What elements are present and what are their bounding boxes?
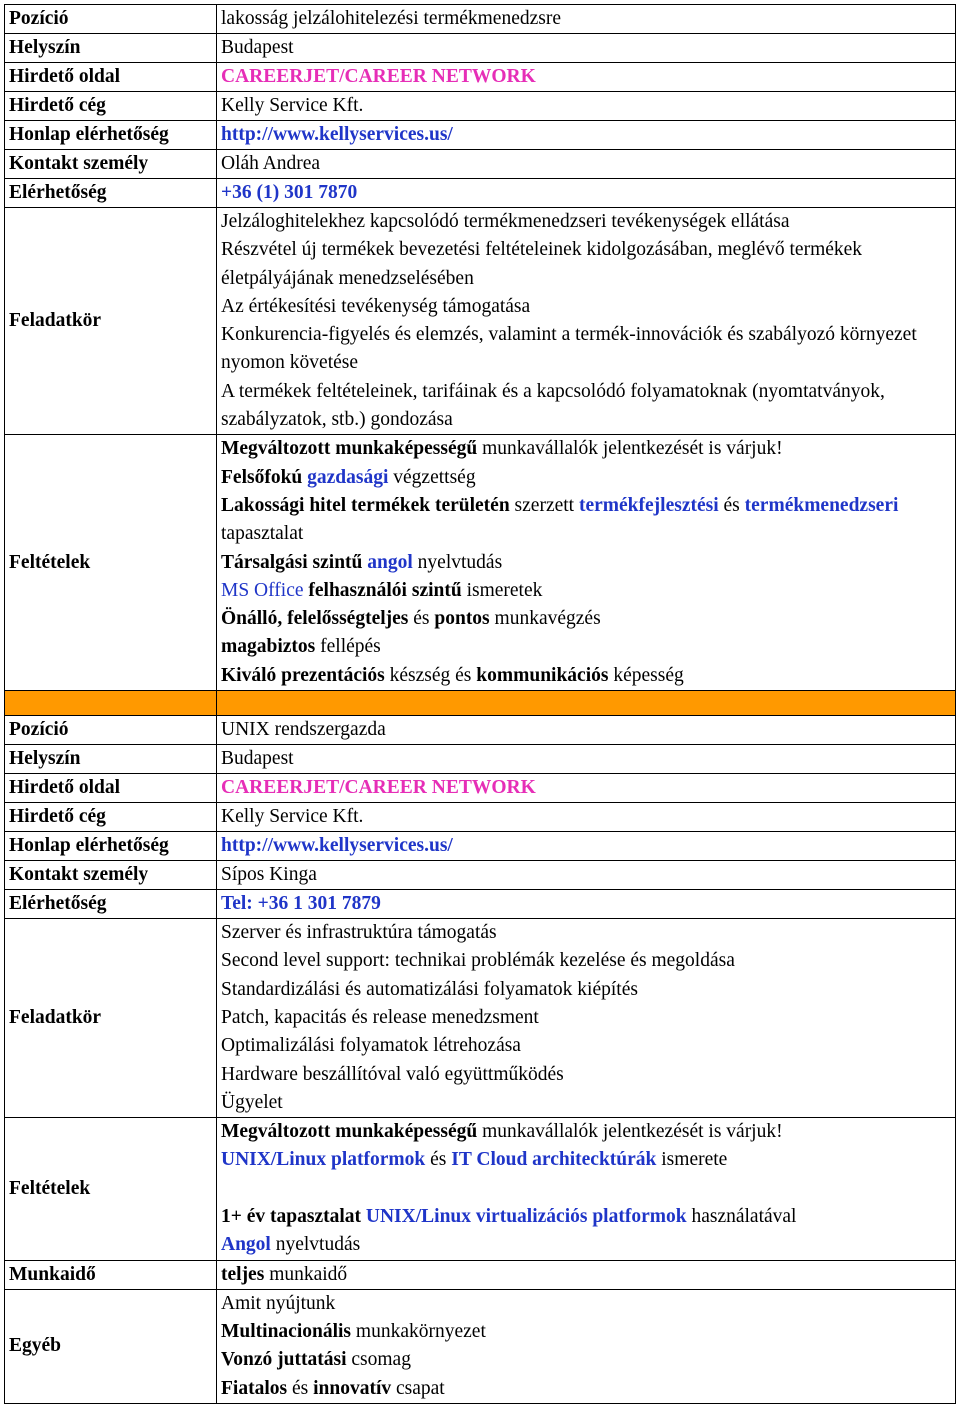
job1-feladat-item: Részvétel új termékek bevezetési feltételeinek kidolgozásában, meglévő termékek életpályájának menedzselésében <box>221 239 863 289</box>
job1-helyszin: Budapest <box>217 34 956 63</box>
text-segment: nyelvtudás <box>412 551 503 573</box>
job1-feltetel-item <box>221 492 951 549</box>
job2-feladat-item: Second level support: technikai problémák kezelése és megoldása <box>221 950 735 972</box>
text-segment: és <box>287 1377 314 1399</box>
job1-feladatkor <box>217 208 956 435</box>
text-segment: IT Cloud architecktúrák <box>451 1149 657 1171</box>
separator-row <box>5 691 956 716</box>
job2-egyeb-item <box>221 1346 951 1374</box>
job2-feladat-item: Szerver és infrastruktúra támogatás <box>221 922 497 944</box>
job2-feladat-item: Standardizálási és automatizálási folyamatok kiépítés <box>221 978 638 1000</box>
text-segment: fellépés <box>315 636 381 658</box>
text-segment: Lakossági hitel termékek területén <box>221 494 510 516</box>
text-segment: Önálló, felelősségteljes <box>221 608 409 630</box>
text-segment: Társalgási szintű <box>221 551 363 573</box>
text-segment: Megváltozott munkaképességű <box>221 438 478 460</box>
label-feladatkor: Feladatkör <box>5 208 217 435</box>
text-segment: szerzett <box>509 494 579 516</box>
text-segment: UNIX/Linux platformok <box>221 1149 426 1171</box>
job2-feladat-item: Ügyelet <box>221 1091 283 1113</box>
label-munkaido: Munkaidő <box>5 1260 217 1289</box>
job1-feltetel-item <box>221 549 951 577</box>
text-segment: végzettség <box>388 466 476 488</box>
job1-feltetelek <box>217 435 956 691</box>
job2-egyeb <box>217 1289 956 1403</box>
job1-elerhetoseg: +36 (1) 301 7870 <box>217 179 956 208</box>
text-segment: Vonzó juttatási <box>221 1349 347 1371</box>
label-kontakt: Kontakt személy <box>5 861 217 890</box>
label-helyszin: Helyszín <box>5 745 217 774</box>
job2-egyeb-item <box>221 1375 951 1403</box>
text-segment: csomag <box>346 1349 411 1371</box>
job2-feladat-item: Optimalizálási folyamatok létrehozása <box>221 1035 521 1057</box>
job1-feladat-item: Jelzáloghitelekhez kapcsolódó termékmenedzseri tevékenységek ellátása <box>221 211 790 232</box>
label-hirdeto-oldal: Hirdető oldal <box>5 774 217 803</box>
job2-feladatkor <box>217 919 956 1118</box>
text-segment: és <box>718 494 745 516</box>
text-segment: képesség <box>608 664 684 686</box>
job1-pozicio: lakosság jelzálohitelezési termékmenedzsre <box>217 5 956 34</box>
text-segment: pontos <box>434 608 490 630</box>
label-feladatkor: Feladatkör <box>5 919 217 1118</box>
text-segment: termékfejlesztési <box>578 494 719 516</box>
label-hirdeto-ceg: Hirdető cég <box>5 92 217 121</box>
job2-feladat-item: Hardware beszállítóval való együttműködés <box>221 1063 564 1085</box>
text-segment: termékmenedzseri <box>744 494 899 516</box>
job1-kontakt: Oláh Andrea <box>217 150 956 179</box>
text-segment: angol <box>367 551 413 573</box>
job2-helyszin: Budapest <box>217 745 956 774</box>
job1-feltetel-item <box>221 435 951 463</box>
label-feltetelek: Feltételek <box>5 1118 217 1260</box>
text-segment: MS Office <box>221 579 304 601</box>
text-segment: Amit nyújtunk <box>221 1292 336 1314</box>
separator-cell-left <box>5 691 217 716</box>
job1-feltetel-item <box>221 577 951 605</box>
text-segment: UNIX/Linux virtualizációs platformok <box>365 1206 687 1228</box>
text-segment: tapasztalat <box>221 523 304 545</box>
label-honlap: Honlap elérhetőség <box>5 832 217 861</box>
text-segment: teljes <box>221 1263 265 1285</box>
row-pozicio-1 <box>5 5 956 34</box>
text-segment: Multinacionális <box>221 1320 352 1342</box>
job2-honlap-link[interactable]: http://www.kellyservices.us/ <box>217 832 956 861</box>
job2-feltetel-item <box>221 1118 951 1146</box>
text-segment: Felsőfokú <box>221 466 303 488</box>
text-segment: munkavégzés <box>489 608 601 630</box>
label-hirdeto-oldal: Hirdető oldal <box>5 63 217 92</box>
text-segment: csapat <box>391 1377 445 1399</box>
text-segment: munkakörnyezet <box>351 1320 486 1342</box>
text-segment: munkavállalók jelentkezését is várjuk! <box>477 438 783 460</box>
text-segment: gazdasági <box>307 466 389 488</box>
separator-cell-right <box>217 691 956 716</box>
text-segment: innovatív <box>313 1377 392 1399</box>
job1-feltetel-item <box>221 605 951 633</box>
job1-feladat-item: A termékek feltételeinek, tarifáinak és a kapcsolódó folyamatoknak (nyomtatványok, szabályzatok, stb.) gondozása <box>221 380 885 431</box>
label-hirdeto-ceg: Hirdető cég <box>5 803 217 832</box>
job1-feltetel-item <box>221 633 951 661</box>
text-segment: Fiatalos <box>221 1377 288 1399</box>
label-pozicio: Pozíció <box>5 716 217 745</box>
job2-feladat-item: Patch, kapacitás és release menedzsment <box>221 1006 539 1028</box>
job2-munkaido <box>217 1260 956 1289</box>
text-segment: munkavállalók jelentkezését is várjuk! <box>477 1121 783 1143</box>
text-segment: és <box>425 1149 452 1171</box>
job1-feladat-item: Az értékesítési tevékenység támogatása <box>221 295 531 317</box>
label-helyszin: Helyszín <box>5 34 217 63</box>
job2-kontakt: Sípos Kinga <box>217 861 956 890</box>
text-segment: Kiváló prezentációs <box>221 664 385 686</box>
job1-feladat-item: Konkurencia-figyelés és elemzés, valamint a termék-innovációk és szabályozó környezet nyomon követése <box>221 324 917 374</box>
text-segment: Megváltozott munkaképességű <box>221 1121 478 1143</box>
job2-elerhetoseg: Tel: +36 1 301 7879 <box>217 890 956 919</box>
text-segment: ismerete <box>656 1149 728 1171</box>
job1-feltetel-item <box>221 662 951 690</box>
job2-egyeb-item <box>221 1290 951 1318</box>
label-elerhetoseg: Elérhetőség <box>5 890 217 919</box>
job-listings-table <box>4 4 956 1404</box>
job2-pozicio: UNIX rendszergazda <box>217 716 956 745</box>
text-segment: magabiztos <box>221 636 316 658</box>
label-honlap: Honlap elérhetőség <box>5 121 217 150</box>
text-segment: munkaidő <box>264 1263 348 1285</box>
text-segment: Angol <box>221 1234 271 1256</box>
job1-hirdeto-ceg: Kelly Service Kft. <box>217 92 956 121</box>
job2-feltetelek <box>217 1118 956 1260</box>
job2-feltetel-item <box>221 1146 951 1174</box>
text-segment: nyelvtudás <box>270 1234 361 1256</box>
label-elerhetoseg: Elérhetőség <box>5 179 217 208</box>
job2-egyeb-item <box>221 1318 951 1346</box>
text-segment: készség és <box>384 664 477 686</box>
text-segment: kommunikációs <box>476 664 609 686</box>
text-segment: és <box>408 608 435 630</box>
job2-feltetel-item <box>221 1203 951 1231</box>
label-kontakt: Kontakt személy <box>5 150 217 179</box>
job2-hirdeto-ceg: Kelly Service Kft. <box>217 803 956 832</box>
job1-feltetel-item <box>221 464 951 492</box>
text-segment: 1+ év tapasztalat <box>221 1206 362 1228</box>
text-segment: ismeretek <box>461 579 543 601</box>
job2-feltetel-item <box>221 1231 951 1259</box>
label-feltetelek: Feltételek <box>5 435 217 691</box>
text-segment: használatával <box>686 1206 797 1228</box>
job2-feltetel-item <box>221 1175 951 1203</box>
label-pozicio: Pozíció <box>5 5 217 34</box>
job2-hirdeto-oldal: CAREERJET/CAREER NETWORK <box>217 774 956 803</box>
job1-honlap-link[interactable]: http://www.kellyservices.us/ <box>217 121 956 150</box>
label-egyeb: Egyéb <box>5 1289 217 1403</box>
text-segment: felhasználói szintű <box>308 579 462 601</box>
job1-hirdeto-oldal: CAREERJET/CAREER NETWORK <box>217 63 956 92</box>
